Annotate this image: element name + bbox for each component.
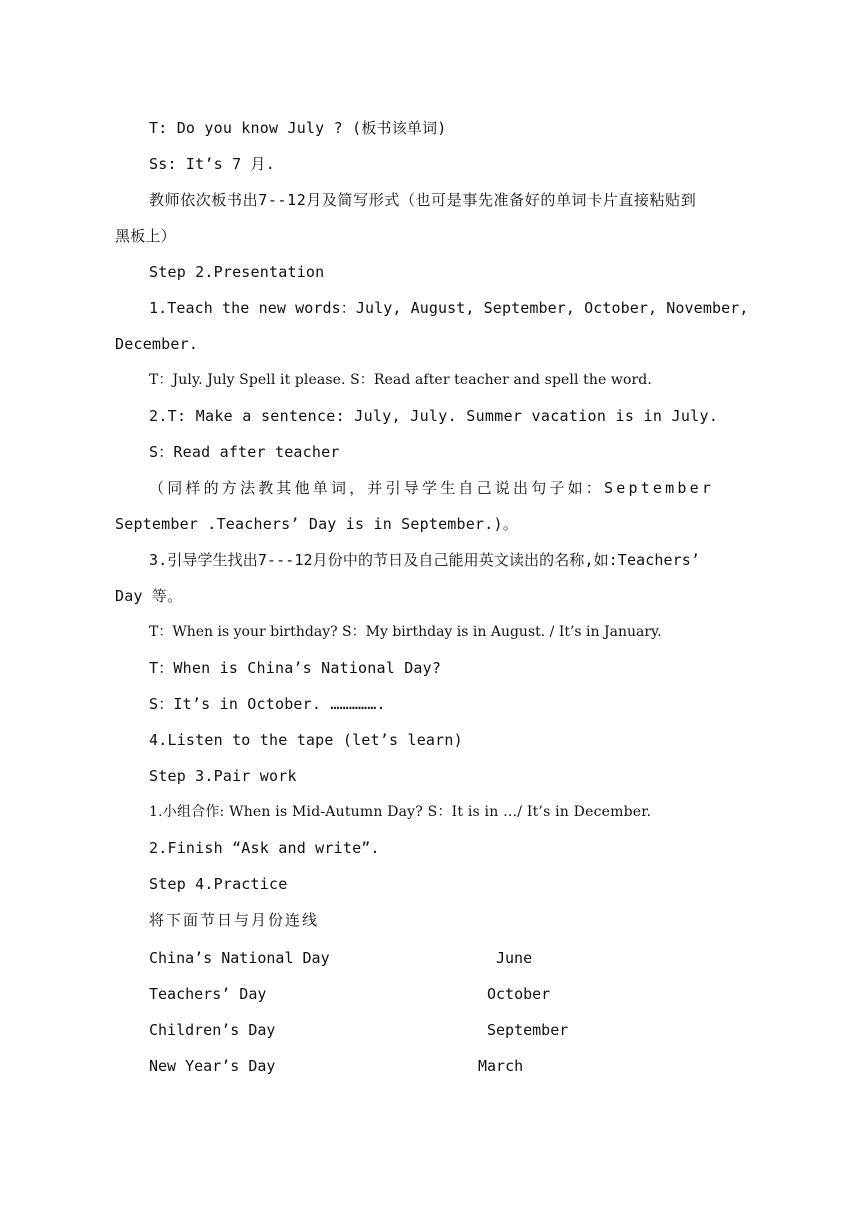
text-line: September .Teachers’ Day is in September.)。 [115, 515, 518, 533]
matching-holiday: Teachers’ Day [149, 985, 267, 1003]
text-line: Day 等。 [115, 587, 183, 605]
text-line: 1.Teach the new words：July, August, September, October, November, [149, 299, 749, 317]
matching-month: September [487, 1021, 569, 1039]
matching-month: March [478, 1057, 524, 1075]
text-line: T: Do you know July ? (板书该单词) [149, 119, 447, 137]
text-line: Ss: It’s 7 月. [149, 155, 275, 173]
text-line: T：When is your birthday? S：My birthday is in August. / It’s in January. [149, 624, 662, 640]
text-line: （同样的方法教其他单词，并引导学生自己说出句子如：September [149, 479, 715, 497]
text-line: Step 4.Practice [149, 875, 288, 893]
text-line: S：Read after teacher [149, 443, 340, 461]
text-line: 2.T: Make a sentence: July, July. Summer vacation is in July. [149, 407, 719, 425]
text-line: 1.小组合作: When is Mid-Autumn Day? S：It is in …/ It’s in December. [149, 804, 652, 820]
text-line: 4.Listen to the tape (let’s learn) [149, 731, 463, 749]
text-line: Step 3.Pair work [149, 767, 297, 785]
text-line: 将下面节日与月份连线 [149, 911, 320, 929]
matching-month: October [487, 985, 551, 1003]
text-line: T：When is China’s National Day? [149, 659, 442, 677]
text-line: 黑板上） [115, 227, 176, 245]
matching-month: June [496, 949, 533, 967]
text-line: T：July. July Spell it please. S：Read after teacher and spell the word. [149, 372, 652, 388]
text-line: December. [115, 335, 199, 353]
text-line: 教师依次板书出7--12月及简写形式（也可是事先准备好的单词卡片直接粘贴到 [149, 191, 697, 209]
text-line: S：It’s in October. ……………. [149, 695, 386, 713]
text-line: 2.Finish “Ask and write”. [149, 839, 380, 857]
text-line: Step 2.Presentation [149, 263, 325, 281]
matching-holiday: China’s National Day [149, 949, 330, 967]
matching-holiday: New Year’s Day [149, 1057, 276, 1075]
matching-holiday: Children’s Day [149, 1021, 276, 1039]
text-line: 3.引导学生找出7---12月份中的节日及自己能用英文读出的名称,如:Teachers’ [149, 551, 700, 569]
